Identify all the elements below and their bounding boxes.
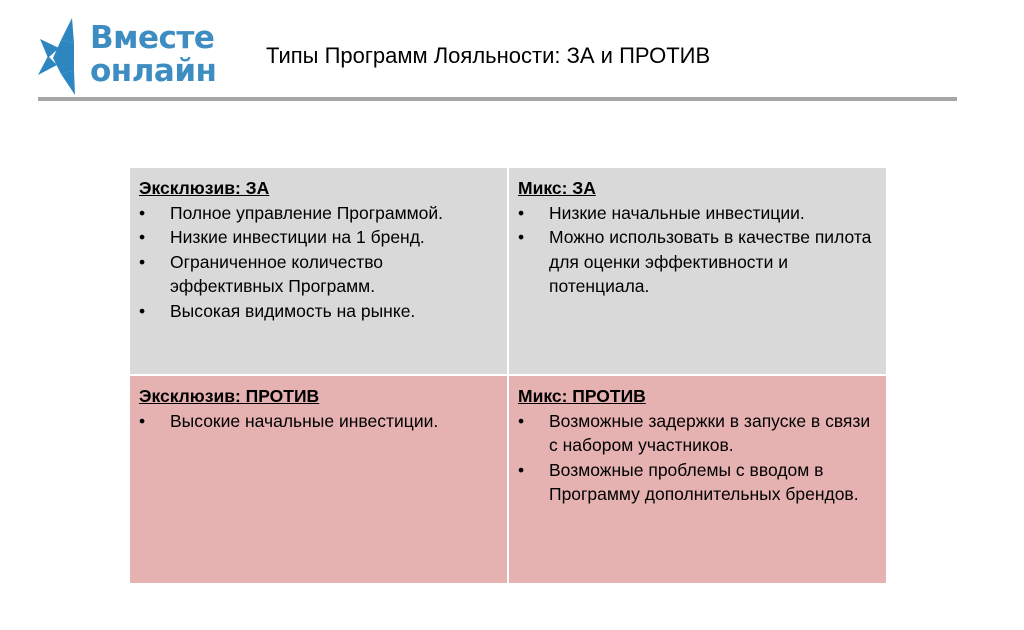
bullet: •	[518, 202, 525, 223]
bullet-list	[139, 201, 499, 324]
bullet-list	[518, 409, 878, 507]
slide-title: Типы Программ Лояльности: ЗА и ПРОТИВ	[266, 43, 711, 68]
logo-ray	[61, 18, 74, 43]
list-item-text: Высокие начальные инвестиции.	[170, 410, 439, 431]
list-item	[518, 225, 878, 299]
list-item-text: Возможные задержки в запуске в связи с набором участников.	[549, 410, 871, 455]
logo-core	[53, 40, 74, 74]
brand-logo	[38, 18, 217, 98]
list-item	[139, 201, 499, 226]
list-item-text: Возможные проблемы с вводом в Программу дополнительных брендов.	[549, 459, 859, 504]
cell-heading: Микс: ПРОТИВ	[518, 386, 646, 406]
cell-mix-pros	[509, 168, 886, 374]
list-item	[518, 201, 878, 226]
cell-exclusive-pros	[130, 168, 507, 374]
logo-line-2: онлайн	[90, 53, 217, 89]
bullet: •	[139, 251, 146, 272]
list-item	[518, 409, 878, 458]
list-item-text: Можно использовать в качестве пилота для оценки эффективности и потенциала.	[549, 227, 872, 296]
bullet: •	[518, 227, 525, 247]
pros-cons-matrix	[130, 168, 886, 583]
bullet: •	[518, 410, 525, 431]
bullet: •	[139, 300, 146, 321]
list-item	[139, 250, 499, 299]
cell-mix-cons	[509, 376, 886, 583]
bullet: •	[139, 227, 146, 247]
list-item-text: Низкие инвестиции на 1 бренд.	[170, 227, 425, 247]
list-item	[139, 225, 499, 250]
bullet-list	[139, 409, 499, 434]
list-item-text: Высокая видимость на рынке.	[170, 300, 416, 321]
logo-wordmark	[90, 22, 216, 88]
bullet: •	[139, 202, 146, 223]
logo-line-1: Вместе	[90, 20, 215, 56]
list-item-text: Ограниченное количество эффективных Программ.	[170, 251, 384, 296]
list-item	[139, 299, 499, 324]
cell-heading: Эксклюзив: ЗА	[139, 178, 270, 198]
cell-heading: Эксклюзив: ПРОТИВ	[139, 386, 320, 406]
bullet-list	[518, 201, 878, 299]
cell-heading: Микс: ЗА	[518, 178, 596, 198]
logo-ray	[61, 70, 75, 95]
title-divider	[38, 97, 957, 101]
list-item	[518, 458, 878, 507]
list-item-text: Полное управление Программой.	[170, 202, 444, 223]
bullet: •	[139, 410, 146, 431]
star-logo-icon	[38, 18, 86, 96]
bullet: •	[518, 459, 525, 480]
cell-exclusive-cons	[130, 376, 507, 583]
list-item	[139, 409, 499, 434]
list-item-text: Низкие начальные инвестиции.	[549, 202, 805, 223]
